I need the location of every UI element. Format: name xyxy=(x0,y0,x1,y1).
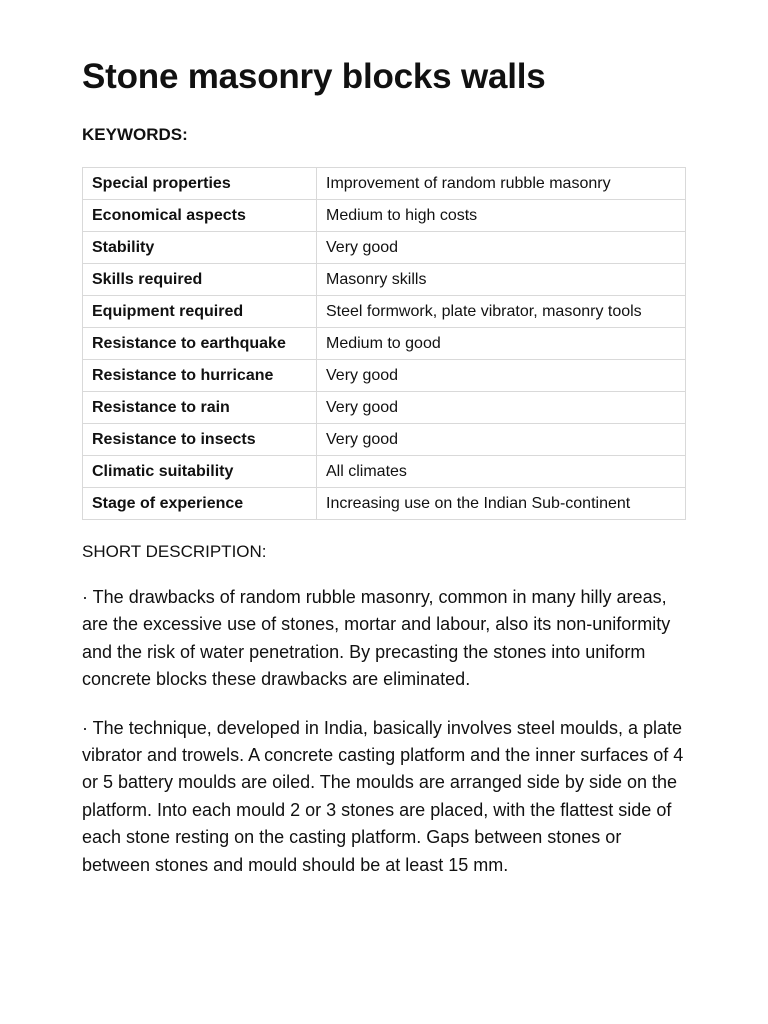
table-row xyxy=(83,360,686,392)
property-key: Equipment required xyxy=(83,296,317,328)
property-key: Special properties xyxy=(83,168,317,200)
keywords-heading: KEYWORDS: xyxy=(82,125,188,144)
property-key: Resistance to insects xyxy=(83,424,317,456)
description-paragraph: · The drawbacks of random rubble masonry, common in many hilly areas, are the excessive use of stones, mortar and labour, also its non-uniformity and the risk of water penetration. By precasting the stones into uniform concrete blocks these drawbacks are eliminated. xyxy=(82,587,671,690)
property-key: Stability xyxy=(83,232,317,264)
table-row xyxy=(83,200,686,232)
property-key: Climatic suitability xyxy=(83,456,317,488)
table-row xyxy=(83,424,686,456)
table-row xyxy=(83,296,686,328)
properties-table xyxy=(82,167,686,520)
property-value: Steel formwork, plate vibrator, masonry tools xyxy=(317,296,686,328)
property-value: Very good xyxy=(317,232,686,264)
property-key: Resistance to earthquake xyxy=(83,328,317,360)
short-description-heading: SHORT DESCRIPTION: xyxy=(82,542,267,561)
property-value: Medium to good xyxy=(317,328,686,360)
property-value: Very good xyxy=(317,424,686,456)
property-key: Stage of experience xyxy=(83,488,317,520)
table-row xyxy=(83,264,686,296)
table-row xyxy=(83,232,686,264)
table-row xyxy=(83,392,686,424)
page-title: Stone masonry blocks walls xyxy=(82,57,546,96)
property-value: Improvement of random rubble masonry xyxy=(317,168,686,200)
table-row xyxy=(83,456,686,488)
property-key: Resistance to hurricane xyxy=(83,360,317,392)
property-value: Medium to high costs xyxy=(317,200,686,232)
table-row xyxy=(83,168,686,200)
property-key: Skills required xyxy=(83,264,317,296)
property-value: Increasing use on the Indian Sub-continent xyxy=(317,488,686,520)
property-value: All climates xyxy=(317,456,686,488)
property-key: Economical aspects xyxy=(83,200,317,232)
property-value: Very good xyxy=(317,392,686,424)
property-key: Resistance to rain xyxy=(83,392,317,424)
description-paragraph: · The technique, developed in India, basically involves steel moulds, a plate vibrator and trowels. A concrete casting platform and the inner surfaces of 4 or 5 battery moulds are oiled. The moulds are arranged side by side on the platform. Into each mould 2 or 3 stones are placed, with the flattest side of each stone resting on the casting platform. Gaps between stones or between stones and mould should be at least 15 mm. xyxy=(82,717,684,875)
table-row xyxy=(83,328,686,360)
table-row xyxy=(83,488,686,520)
property-value: Very good xyxy=(317,360,686,392)
property-value: Masonry skills xyxy=(317,264,686,296)
